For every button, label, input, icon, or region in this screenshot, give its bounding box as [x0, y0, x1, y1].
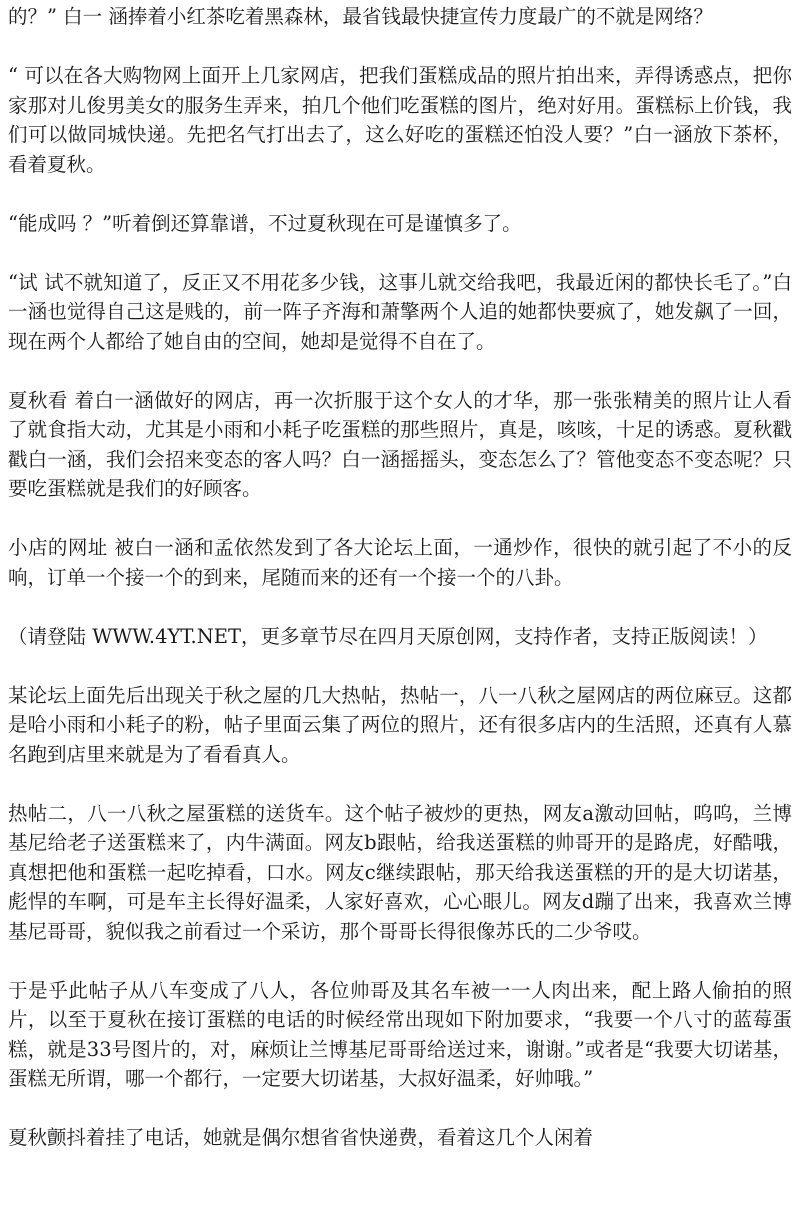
paragraph-4: “试 试不就知道了，反正又不用花多少钱，这事儿就交给我吧，我最近闲的都快长毛了。”白一涵也觉得自己这是贱的，前一阵子齐海和萧擎两个人追的她都快要疯了，她发飙了一回，现在两个人都给了她自由的空间，她却是觉得不自在了。 [8, 270, 792, 353]
paragraph-3: “能成吗 ？”听着倒还算靠谱，不过夏秋现在可是谨慎多了。 [8, 211, 522, 235]
paragraph-11: 夏秋颤抖着挂了电话，她就是偶尔想省省快递费，看着这几个人闲着 [8, 1126, 594, 1149]
paragraph-1: 的？” 白一 涵捧着小红茶吃着黑森林，最省钱最快捷宣传力度最广的不就是网络？ [8, 5, 713, 28]
paragraph-8: 某论坛上面先后出现关于秋之屋的几大热帖，热帖一，八一八秋之屋网店的两位麻豆。这都是哈小雨和小耗子的粉，帖子里面云集了两位的照片，还有很多店内的生活照，还真有人慕名跑到店里来就是为了看看真人。 [8, 683, 792, 766]
paragraph-7-site-notice: （请登陆 WWW.4YT.NET，更多章节尽在四月天原创网，支持作者，支持正版阅读！） [8, 624, 768, 648]
paragraph-9: 热帖二，八一八秋之屋蛋糕的送货车。这个帖子被炒的更热，网友a激动回帖，呜呜，兰博基尼给老子送蛋糕来了，内牛满面。网友b跟帖，给我送蛋糕的帅哥开的是路虎，好酷哦，真想把他和蛋糕一起吃掉看，口水。网友c继续跟帖，那天给我送蛋糕的开的是大切诺基，彪悍的车啊，可是车主长得好温柔，人家好喜欢，心心眼儿。网友d蹦了出来，我喜欢兰博基尼哥哥，貌似我之前看过一个采访，那个哥哥长得很像苏氏的二少爷哎。 [8, 801, 792, 943]
paragraph-10: 于是乎此帖子从八车变成了八人，各位帅哥及其名车被一一人肉出来，配上路人偷拍的照片，以至于夏秋在接订蛋糕的电话的时候经常出现如下附加要求，“我要一个八寸的蓝莓蛋糕，就是33号图片的，对，麻烦让兰博基尼哥哥给送过来，谢谢。”或者是“我要大切诺基，蛋糕无所谓，哪一个都行，一定要大切诺基，大叔好温柔，好帅哦。” [8, 978, 792, 1090]
paragraph-2: “ 可以在各大购物网上面开上几家网店，把我们蛋糕成品的照片拍出来，弄得诱惑点，把你家那对儿俊男美女的服务生弄来，拍几个他们吃蛋糕的图片，绝对好用。蛋糕标上价钱，我们可以做同城快递。先把名气打出去了，这么好吃的蛋糕还怕没人要？”白一涵放下茶杯，看着夏秋。 [8, 64, 792, 176]
paragraph-6: 小店的网址 被白一涵和孟依然发到了各大论坛上面，一通炒作，很快的就引起了不小的反响，订单一个接一个的到来，尾随而来的还有一个接一个的八卦。 [8, 536, 792, 589]
paragraph-5: 夏秋看 着白一涵做好的网店，再一次折服于这个女人的才华，那一张张精美的照片让人看了就食指大动，尤其是小雨和小耗子吃蛋糕的那些照片，真是，咳咳，十足的诱惑。夏秋戳戳白一涵，我们会招来变态的客人吗？白一涵摇摇头，变态怎么了？管他变态不变态呢？只要吃蛋糕就是我们的好顾客。 [8, 388, 792, 500]
